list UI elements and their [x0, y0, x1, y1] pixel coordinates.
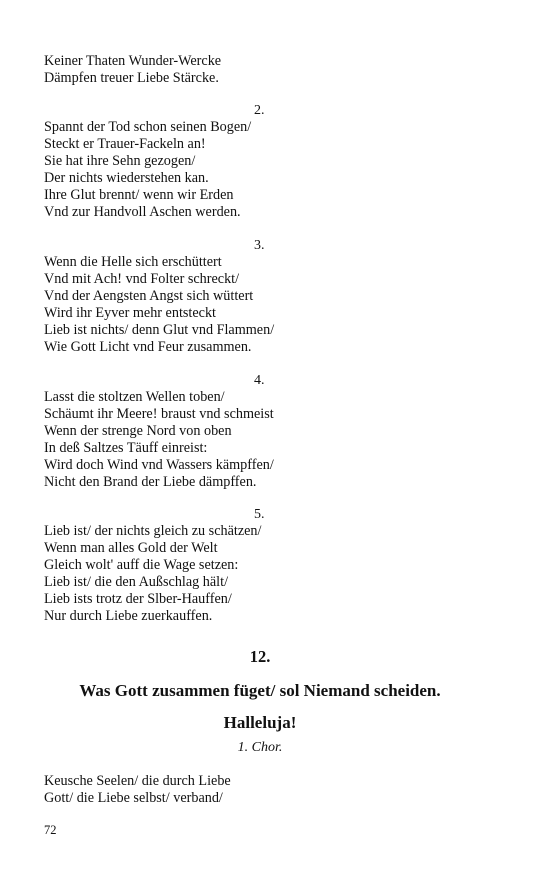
verse-line: Wird ihr Eyver mehr entsteckt	[44, 305, 216, 321]
section-subtitle: Halleluja!	[223, 713, 297, 732]
verse-line: Keusche Seelen/ die durch Liebe	[44, 773, 231, 789]
verse-line: Lieb ist nichts/ denn Glut vnd Flammen/	[44, 322, 275, 338]
section-number: 12.	[249, 647, 271, 666]
stanza-number: 5.	[254, 507, 265, 522]
verse-line: Steckt er Trauer-Fackeln an!	[44, 136, 206, 152]
verse-line: In deß Saltzes Täuff einreist:	[44, 440, 208, 456]
verse-line: Wenn die Helle sich erschüttert	[44, 254, 222, 270]
chor-label: 1. Chor.	[237, 740, 283, 755]
verse-line: Vnd mit Ach! vnd Folter schreckt/	[44, 271, 240, 287]
verse-line: Gleich wolt' auff die Wage setzen:	[44, 557, 239, 573]
section-title: Was Gott zusammen füget/ sol Niemand scheiden.	[79, 681, 441, 700]
verse-line: Lieb ist/ die den Außschlag hält/	[44, 574, 229, 590]
verse-line: Keiner Thaten Wunder-Wercke	[44, 53, 222, 69]
verse-line: Gott/ die Liebe selbst/ verband/	[44, 790, 223, 806]
verse-line: Lasst die stoltzen Wellen toben/	[44, 389, 225, 405]
verse-line: Sie hat ihre Sehn gezogen/	[44, 153, 196, 169]
verse-line: Schäumt ihr Meere! braust vnd schmeist	[44, 406, 274, 422]
verse-line: Wird doch Wind vnd Wassers kämpffen/	[44, 457, 274, 473]
page-number: 72	[44, 823, 57, 837]
stanza-number: 4.	[254, 373, 265, 388]
verse-line: Ihre Glut brennt/ wenn wir Erden	[44, 187, 234, 203]
verse-line: Spannt der Tod schon seinen Bogen/	[44, 119, 252, 135]
verse-line: Der nichts wiederstehen kan.	[44, 170, 209, 186]
verse-line: Wie Gott Licht vnd Feur zusammen.	[44, 339, 252, 355]
verse-line: Dämpfen treuer Liebe Stärcke.	[44, 70, 219, 86]
verse-line: Nur durch Liebe zuerkauffen.	[44, 608, 213, 624]
verse-line: Nicht den Brand der Liebe dämpffen.	[44, 474, 257, 490]
verse-line: Wenn der strenge Nord von oben	[44, 423, 232, 439]
verse-line: Vnd zur Handvoll Aschen werden.	[44, 204, 241, 220]
stanza-number: 3.	[254, 238, 265, 253]
verse-line: Vnd der Aengsten Angst sich wüttert	[44, 288, 254, 304]
verse-line: Wenn man alles Gold der Welt	[44, 540, 218, 556]
verse-line: Lieb ist/ der nichts gleich zu schätzen/	[44, 523, 262, 539]
verse-line: Lieb ists trotz der Slber-Hauffen/	[44, 591, 232, 607]
stanza-number: 2.	[254, 103, 265, 118]
